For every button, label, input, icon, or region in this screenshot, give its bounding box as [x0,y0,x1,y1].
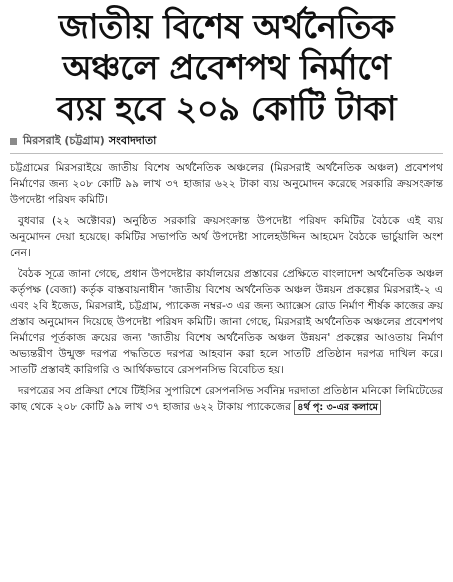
paragraph-1: চট্টগ্রামের মিরসরাইয়ে জাতীয় বিশেষ অর্থনৈতিক অঞ্চলের (মিরসরাই অর্থনৈতিক অঞ্চল) প্রবেশপথ নির্মাণের জন্য ২০৮ কোটি ৯৯ লাখ ৩৭ হাজার ৬২২ টাকা ব্যয় অনুমোদন করেছে সরকারি ক্রয়সংক্রান্ত উপদেষ্টা পরিষদ কমিটি। [10,162,443,206]
paragraph-4 [10,383,443,415]
headline-line-2: অঞ্চলে প্রবেশপথ নির্মাণে [62,48,391,87]
square-bullet-icon [10,138,17,145]
divider [10,153,443,154]
article-body [10,160,443,415]
paragraph-3: বৈঠক সূত্রে জানা গেছে, প্রধান উপদেষ্টার কার্যালয়ের প্রস্তাবের প্রেক্ষিতে বাংলাদেশ অর্থনৈতিক অঞ্চল কর্তৃপক্ষ (বেজা) কর্তৃক বাস্তবায়নাধীন 'জাতীয় বিশেষ অর্থনৈতিক অঞ্চল উন্নয়ন প্রকল্পের মিরসরাই-২ এ এবং ২বি ইজেড, মিরসরাই, চট্টগ্রাম, প্যাকেজ নম্বর-৩ এর জন্য অ্যাক্সেস রোড নির্মাণ শীর্ষক কাজের ক্রয় প্রস্তাব অনুমোদন দিয়েছে উপদেষ্টা পরিষদ কমিটি। জানা গেছে, মিরসরাই অর্থনৈতিক অঞ্চলের প্রবেশপথ নির্মাণের পূর্তকাজ ক্রয়ের জন্য 'জাতীয় বিশেষ অর্থনৈতিক অঞ্চল উন্নয়ন' প্রকল্পের আওতায় নির্মাণ অভ্যন্তরীণ উন্মুক্ত দরপত্র পদ্ধতিতে দরপত্র আহবান করা হলে সাতটি প্রতিষ্ঠান দরপত্র দাখিল করে। সাতটি প্রস্তাবই কারিগরি ও আর্থিকভাবে রেসপনসিভ বিবেচিত হয়। [10,268,443,376]
byline-location: মিরসরাই (চট্টগ্রাম) [23,134,105,147]
continuation-note: ৪র্থ পৃ: ৩-এর কলামে [294,400,381,415]
byline-reporter: সংবাদদাতা [108,134,157,147]
byline [10,134,443,148]
headline [10,6,443,129]
paragraph-2: বুধবার (২২ অক্টোবর) অনুষ্ঠিত সরকারি ক্রয়সংক্রান্ত উপদেষ্টা পরিষদ কমিটির বৈঠকে এই ব্যয় অনুমোদন দেয়া হয়েছে। কমিটির সভাপতি অর্থ উপদেষ্টা সালেহউদ্দিন আহমেদ বৈঠকে ভার্চুয়ালি অংশ নেন। [10,215,443,259]
paragraph-4-text: দরপত্রের সব প্রক্রিয়া শেষে টিইসির সুপারিশে রেসপনসিভ সর্বনিম্ন দরদাতা প্রতিষ্ঠান মনিকো লিমিটেডের কাছ থেকে ২০৮ কোটি ৯৯ লাখ ৩৭ হাজার ৬২২ টাকায় প্যাকেজের [10,385,443,413]
headline-line-1: জাতীয় বিশেষ অর্থনৈতিক [58,7,395,46]
headline-line-3: ব্যয় হবে ২০৯ কোটি টাকা [56,89,397,128]
